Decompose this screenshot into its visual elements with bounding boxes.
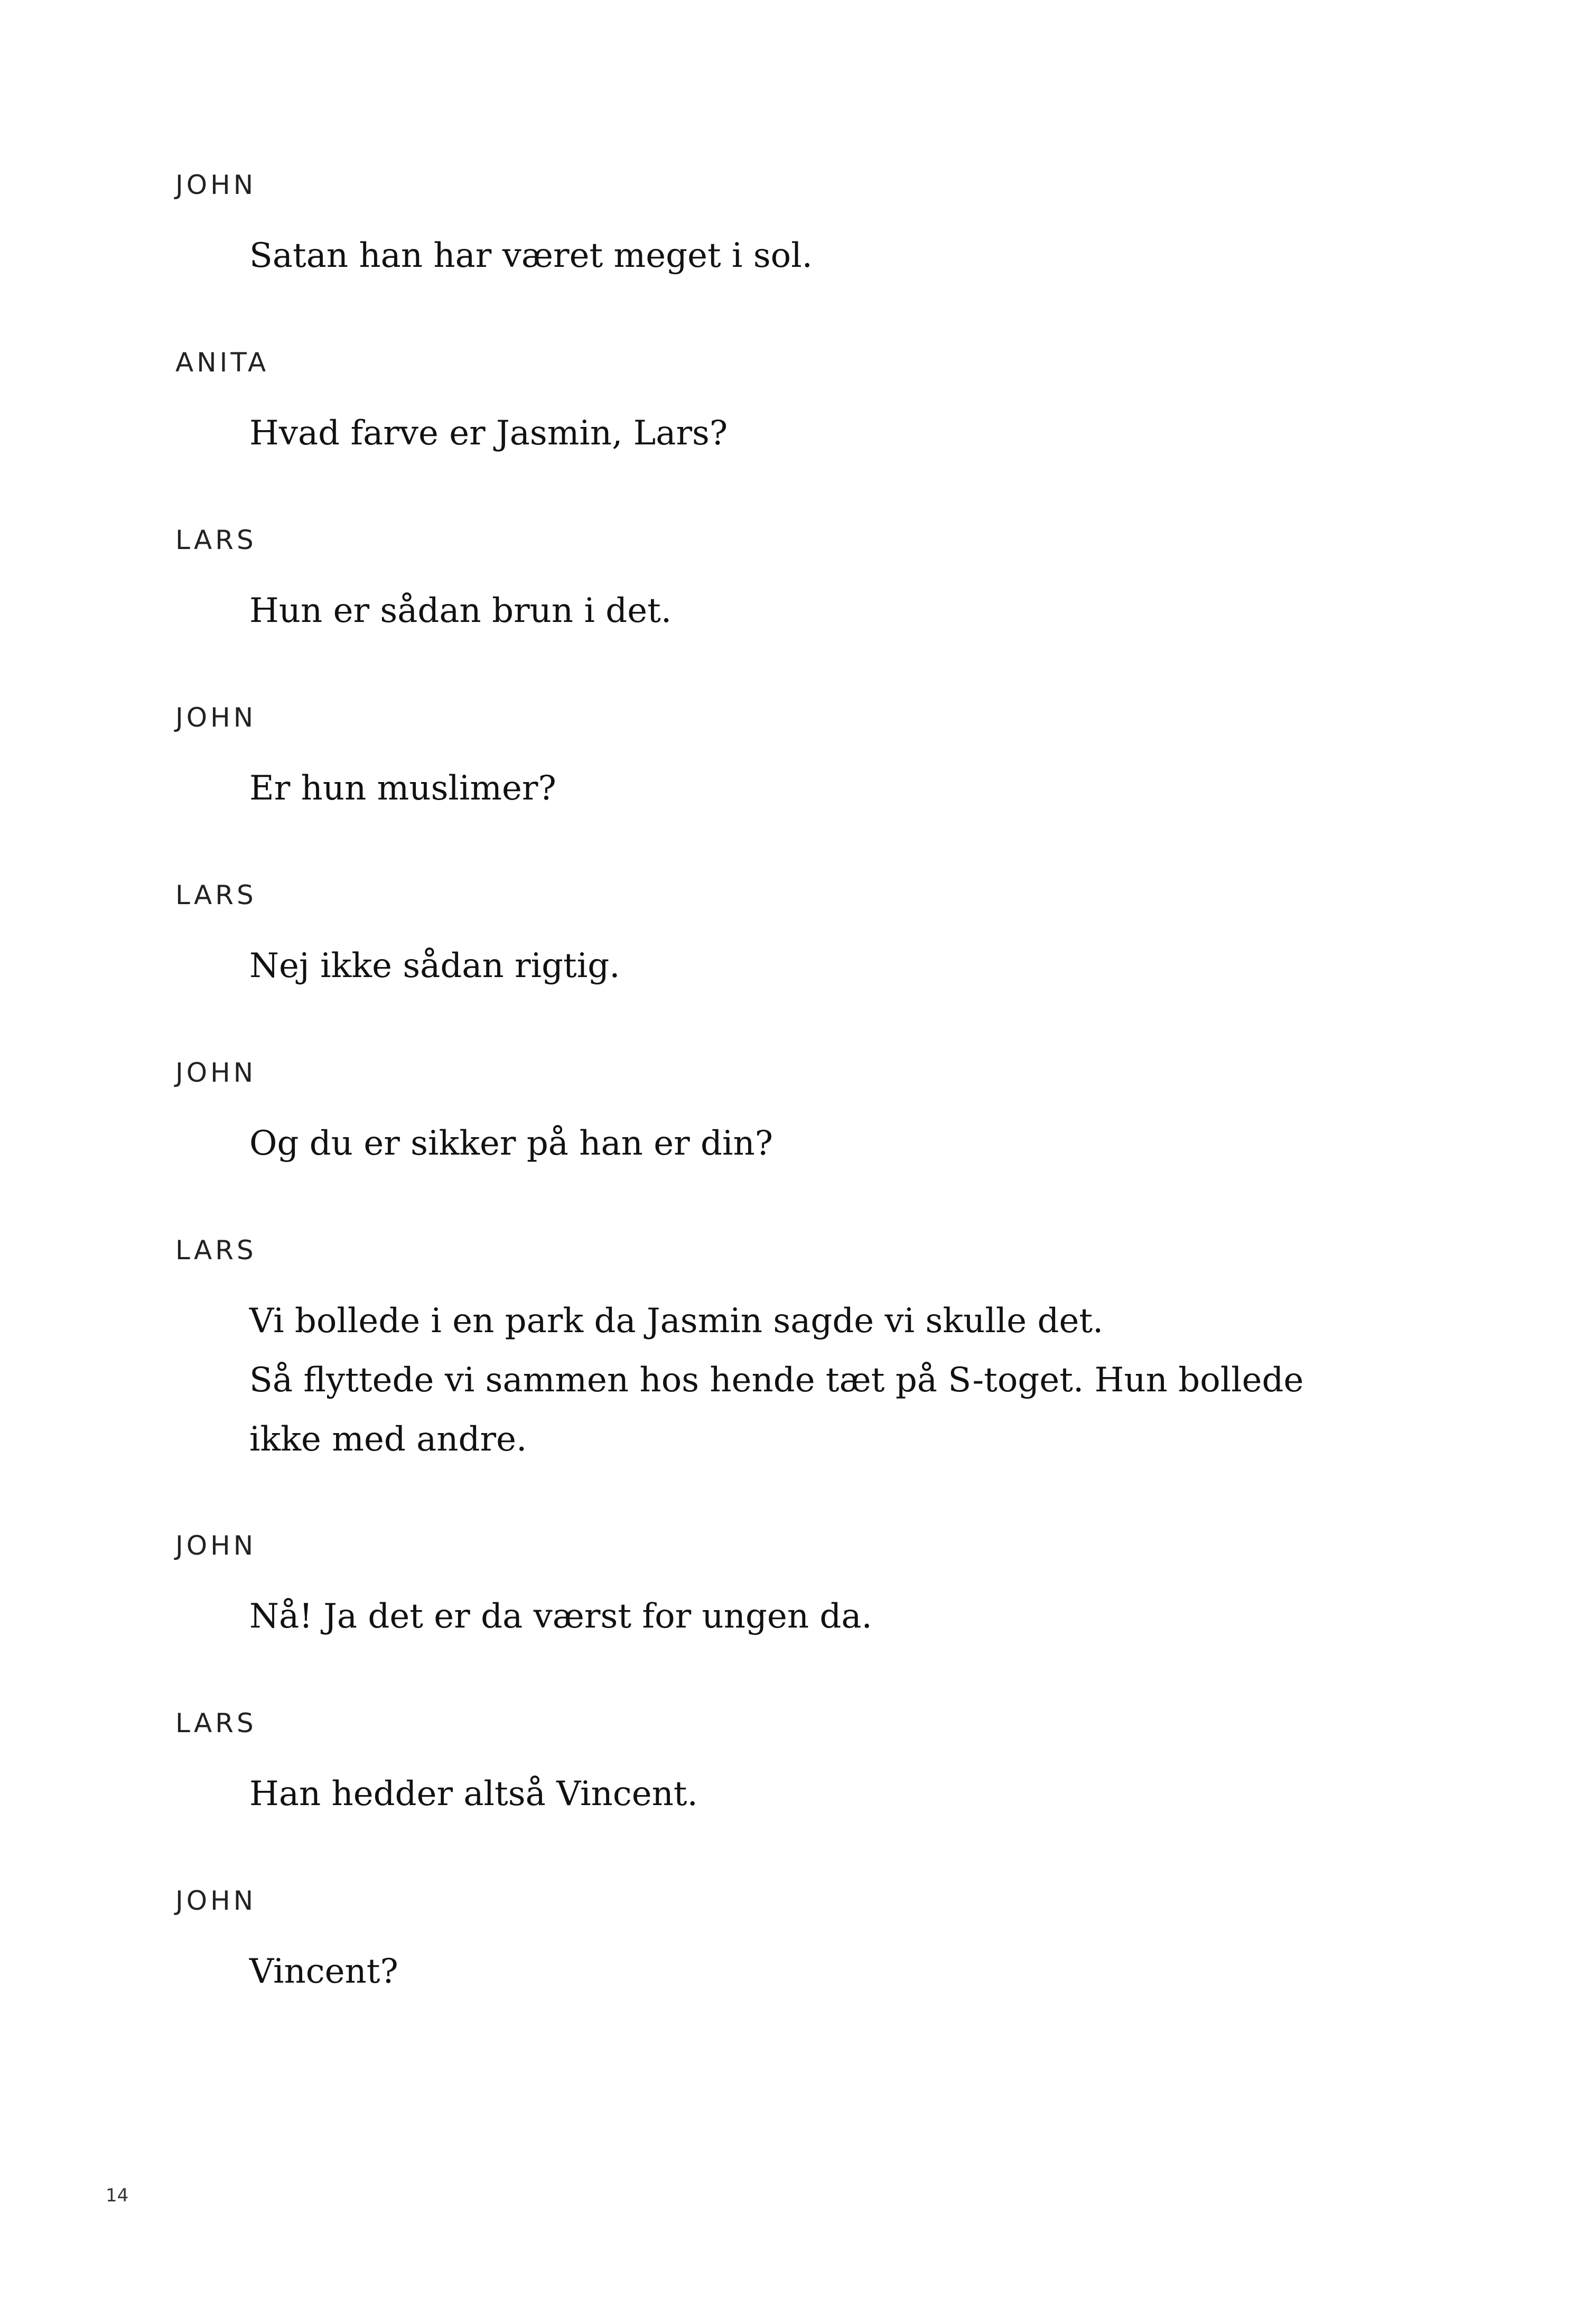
dialogue-line: Nå! Ja det er da værst for ungen da. [249,1597,872,1636]
speaker-name: JOHN [175,1885,257,1916]
dialogue-line: Hun er sådan brun i det. [249,591,672,630]
page-number: 14 [106,2185,129,2206]
speaker-name: LARS [175,1235,257,1266]
speaker-name: LARS [175,1708,257,1739]
speaker-name: ANITA [175,347,269,378]
dialogue-line: Han hedder altså Vincent. [249,1774,698,1814]
dialogue-line: Så flyttede vi sammen hos hende tæt på S-toget. Hun bollede [249,1361,1304,1400]
speaker-name: JOHN [175,702,257,733]
dialogue-line: Vi bollede i en park da Jasmin sagde vi skulle det. [249,1302,1104,1341]
dialogue-line: Satan han har været meget i sol. [249,236,813,275]
dialogue-line: Og du er sikker på han er din? [249,1124,773,1163]
dialogue-line: Vincent? [249,1952,398,1991]
speaker-name: JOHN [175,1057,257,1088]
speaker-name: LARS [175,525,257,555]
speaker-name: LARS [175,880,257,910]
dialogue-line: Er hun muslimer? [249,769,556,808]
speaker-name: JOHN [175,170,257,200]
dialogue-line: ikke med andre. [249,1420,527,1459]
speaker-name: JOHN [175,1530,257,1561]
dialogue-line: Nej ikke sådan rigtig. [249,946,620,986]
dialogue-line: Hvad farve er Jasmin, Lars? [249,414,728,453]
